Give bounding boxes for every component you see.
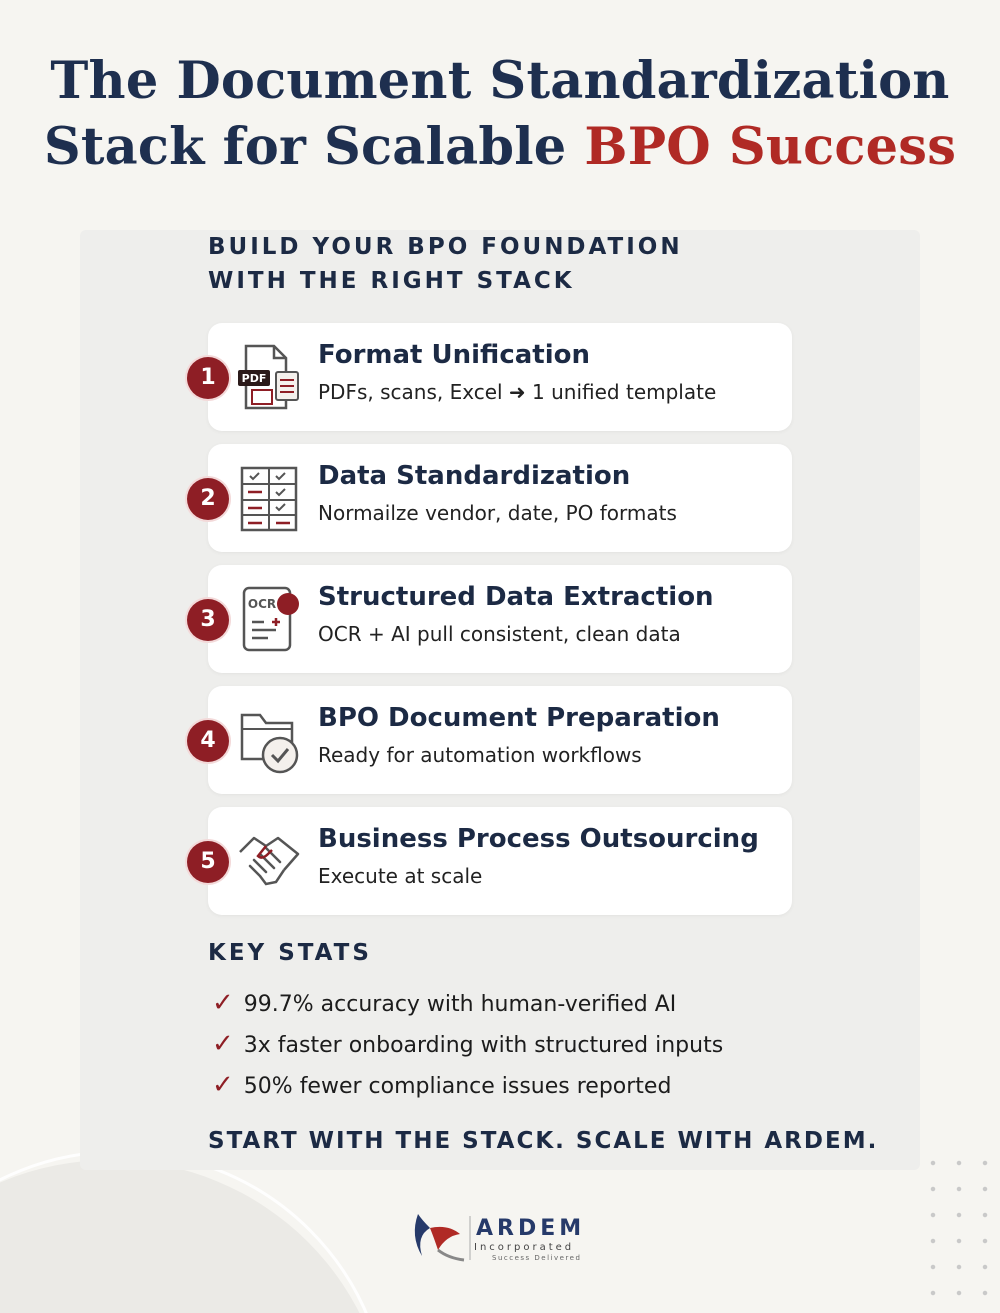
step-description: Normailze vendor, date, PO formats bbox=[318, 501, 677, 525]
section-heading-line-2: WITH THE RIGHT STACK bbox=[208, 268, 575, 294]
logo-tagline: Success Delivered bbox=[492, 1254, 582, 1262]
step-description: Execute at scale bbox=[318, 864, 483, 888]
step-number-badge: 5 bbox=[187, 841, 229, 883]
checkmark-icon: ✓ bbox=[212, 988, 234, 1018]
step-title: Structured Data Extraction bbox=[318, 582, 714, 612]
stat-text: 50% fewer compliance issues reported bbox=[243, 1074, 672, 1099]
decorative-ring bbox=[0, 1150, 390, 1313]
step-description: PDFs, scans, Excel ➜ 1 unified template bbox=[318, 380, 717, 404]
decorative-dot-grid bbox=[920, 1150, 1000, 1310]
step-description: OCR + AI pull consistent, clean data bbox=[318, 622, 681, 646]
pdf-icon-label: PDF bbox=[241, 372, 267, 385]
pdf-document-icon bbox=[236, 342, 302, 412]
stat-item bbox=[212, 988, 676, 1018]
step-title: Format Unification bbox=[318, 340, 590, 370]
section-heading-line-1: BUILD YOUR BPO FOUNDATION bbox=[208, 234, 683, 260]
stat-item bbox=[212, 1070, 671, 1100]
step-number-badge: 3 bbox=[187, 599, 229, 641]
step-number-badge: 1 bbox=[187, 357, 229, 399]
checkmark-icon: ✓ bbox=[212, 1029, 234, 1059]
key-stats-heading: KEY STATS bbox=[208, 940, 372, 966]
stat-text: 99.7% accuracy with human-verified AI bbox=[243, 992, 677, 1017]
step-number-badge: 2 bbox=[187, 478, 229, 520]
title-accent: BPO Success bbox=[584, 117, 957, 177]
tagline: START WITH THE STACK. SCALE WITH ARDEM. bbox=[208, 1128, 879, 1154]
table-checklist-icon bbox=[236, 464, 302, 534]
title-line-1: The Document Standardization bbox=[50, 51, 950, 111]
section-heading bbox=[208, 230, 683, 298]
ocr-document-icon bbox=[236, 584, 302, 654]
ocr-icon-label: OCR bbox=[247, 597, 277, 611]
stat-item bbox=[212, 1029, 723, 1059]
stat-text: 3x faster onboarding with structured inputs bbox=[243, 1033, 724, 1058]
page-title bbox=[0, 48, 1000, 180]
logo-name: ARDEM bbox=[476, 1216, 586, 1241]
step-description: Ready for automation workflows bbox=[318, 743, 642, 767]
step-title: Data Standardization bbox=[318, 461, 631, 491]
folder-check-icon bbox=[236, 705, 302, 775]
checkmark-icon: ✓ bbox=[212, 1070, 234, 1100]
step-number-badge: 4 bbox=[187, 720, 229, 762]
handshake-icon bbox=[236, 826, 302, 896]
logo-subtitle: Incorporated bbox=[474, 1242, 575, 1253]
step-title: BPO Document Preparation bbox=[318, 703, 720, 733]
title-line-2-prefix: Stack for Scalable bbox=[43, 117, 585, 177]
step-title: Business Process Outsourcing bbox=[318, 824, 759, 854]
